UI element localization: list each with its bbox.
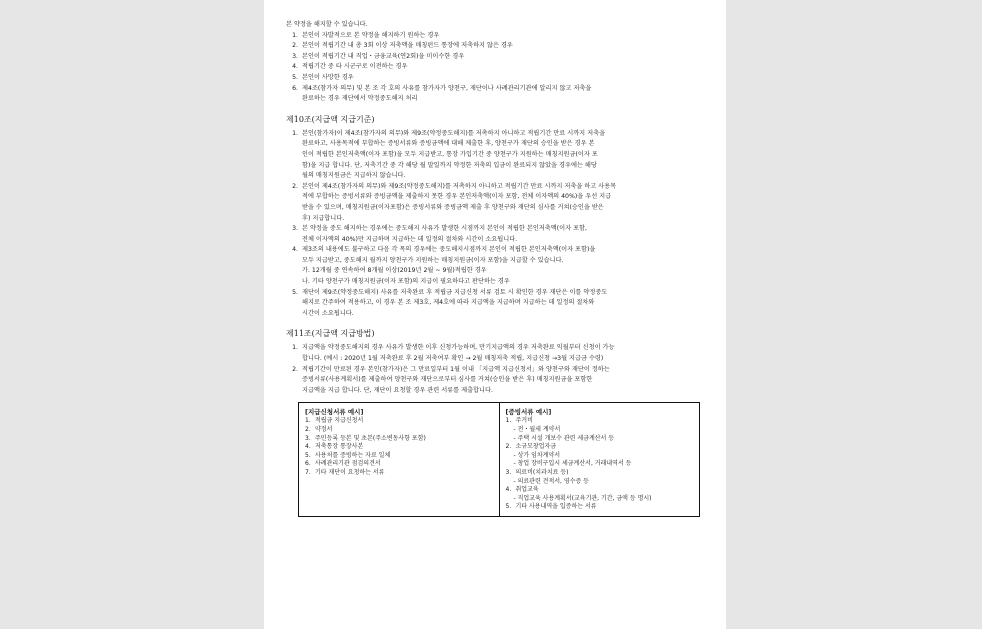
list-item <box>286 73 700 84</box>
list-item <box>286 298 700 309</box>
box-row-number: 2. <box>305 426 311 433</box>
list-item-text: 인이 적립한 본인저축액(이자 포함)을 모두 지급받고, 통장 가입기간 중 양천구가 지원하는 매칭지원금(이자 포 <box>302 150 598 158</box>
box-row-text: 주민등록 등본 및 초본(주소변동사항 포함) <box>315 434 426 442</box>
box-row <box>506 417 694 426</box>
list-item-number: 5. <box>292 288 298 296</box>
article-10-title: 제10조(지급액 지급기준) <box>286 114 375 124</box>
box-row-text: 취업교육 <box>515 486 539 494</box>
list-item-number <box>286 256 302 267</box>
list-item-text: 시간이 소요됩니다. <box>302 309 354 317</box>
list-item-text: 모두 지급받고, 중도해지 월까지 양천구가 지원하는 매칭지원금(이자 포함)을 지급할 수 있습니다. <box>302 256 564 264</box>
box-row <box>506 469 694 478</box>
list-item-number <box>286 214 302 225</box>
list-item <box>286 129 700 140</box>
box-row-number: 7. <box>305 468 311 476</box>
box-row-text: 약정서 <box>315 426 333 433</box>
list-item-number <box>286 139 302 150</box>
list-item-number: 1. <box>292 129 298 137</box>
box-row <box>305 469 493 478</box>
list-item-text: 합니다. (예시 : 2020년 1월 저축완료 후 2월 저축여부 확인 → 2월 매칭저축 적립, 지급신청 →3월 지급금 수령) <box>302 355 604 363</box>
list-item <box>286 171 700 182</box>
list-item-number: 2. <box>292 365 298 373</box>
list-item-number <box>286 150 302 161</box>
list-item-text: 완료하고, 사용목적에 부합하는 증빙서류와 증빙금액에 대해 제출한 후, 양천구가 재단의 승인을 받은 경우 본 <box>302 140 595 148</box>
list-item <box>286 139 700 150</box>
box-row-number: 4. <box>305 443 311 451</box>
list-item-number <box>286 386 302 397</box>
list-item <box>286 214 700 225</box>
document-page <box>264 0 726 629</box>
list-item <box>286 52 700 63</box>
list-item <box>286 288 700 299</box>
list-item <box>286 203 700 214</box>
article-10-list-tail <box>286 288 700 320</box>
list-item <box>286 192 700 203</box>
list-item <box>286 31 700 42</box>
box-row-text: 저축통장 통장사본 <box>315 443 364 451</box>
list-item-number <box>286 235 302 246</box>
list-item-text: 월의 매칭지원금은 지급하지 않습니다. <box>302 172 406 180</box>
box-row <box>506 426 694 435</box>
list-item-text: 증빙서류(사용계획서)를 제출하여 양천구와 재단으로부터 심사를 거쳐(승인을 받은 후) 매칭지원금을 포함한 <box>302 376 593 384</box>
list-item-text: 받을 수 있으며, 매칭지원금(이자포함)은 증빙서류와 증빙금액 제출 후 양천구와 재단의 심사를 거쳐(승인을 받은 <box>302 203 604 211</box>
list-item-text: 완료하는 경우 재단에서 약정중도해지 처리 <box>302 95 418 103</box>
list-item <box>286 161 700 172</box>
list-item-text: 적립기간이 만료된 경우 본인(참가자)은 그 만료일부터 1월 이내 「지급액 지급신청서」와 양천구와 재단이 정하는 <box>302 365 610 373</box>
list-item-text: 본인이 적립기간 내 총 3회 이상 저축액을 매칭펀드 통장에 저축하지 않은 경우 <box>302 42 513 50</box>
box-row-text: 주거비 <box>515 417 533 425</box>
box-row <box>506 460 694 469</box>
list-item-text: 해지로 간주하여 적용하고, 이 경우 본 조 제3호, 제4호에 따라 지급액을 지급하며 지급하는 데 일정의 절차와 <box>302 299 595 307</box>
list-item-text: 본인이 사망한 경우 <box>302 73 354 81</box>
box-row <box>506 503 694 512</box>
list-item-text: 지급액을 약정중도해지의 경우 사유가 발생한 이후 신청가능하며, 만기지급액의 경우 저축완료 익월부터 신청이 가능 <box>302 344 615 352</box>
box-row <box>305 443 493 452</box>
list-item <box>286 41 700 52</box>
list-item <box>286 375 700 386</box>
list-item-number: 5. <box>292 73 298 81</box>
sub-item: 가. 12개월 중 연속하여 8개월 이상(2019년 2월 ~ 9월)적립한 경우 <box>302 267 487 275</box>
box-row-number: 1. <box>305 417 311 425</box>
list-item-text: 후) 지급합니다. <box>302 214 345 222</box>
list-item-text: 제4조(참가자 의무) 및 본 조 각 호의 사유를 참가자가 양천구, 재단이나 사례관리기관에 알리지 않고 저축을 <box>302 84 592 92</box>
box-row <box>506 435 694 444</box>
list-item-text: 지급액을 지급 합니다. 단, 재단이 요청할 경우 관련 서류를 제출합니다. <box>302 386 493 394</box>
box-row-number: 6. <box>305 460 311 468</box>
box-row-text: 적립금 지급신청서 <box>315 417 364 425</box>
box-row-number: 2. <box>505 443 512 451</box>
list-item <box>286 150 700 161</box>
list-item <box>286 84 700 95</box>
list-item-number <box>286 309 302 320</box>
article-11-list <box>286 343 700 396</box>
box-row <box>305 460 493 469</box>
article-11-title: 제11조(지급액 지급방법) <box>286 329 375 339</box>
box-row-number: 5. <box>305 451 311 459</box>
box-row-text: 기타 사용내역을 입증하는 서류 <box>515 503 597 511</box>
list-item-number <box>286 354 302 365</box>
list-item <box>286 235 700 246</box>
intro-text: 본 약정을 해지할 수 있습니다. <box>286 21 368 28</box>
box-row <box>506 486 694 495</box>
list-item-number: 1. <box>292 344 298 352</box>
list-item-text: 본인이 제4조(참가자의 의무)와 제9조(약정중도해지)를 저촉하지 아니하고 적립기간 만료 시까지 저축을 하고 사용목 <box>302 182 617 190</box>
list-item-text: 함)을 지급 합니다. 단, 저축기간 중 각 해당 월 말일까지 약정한 저축의 입금이 완료되지 않았을 경우에는 해당 <box>302 161 597 169</box>
box-row-text: 사용처를 증빙하는 자료 일체 <box>315 451 391 459</box>
list-item-number <box>286 192 302 203</box>
article-10-subitems <box>286 266 700 287</box>
list-item <box>286 343 700 354</box>
box-row-text: - 주택 시설 개보수 관련 세금계산서 등 <box>513 434 615 442</box>
box-left-heading: [지급신청서류 예시] <box>305 408 364 417</box>
box-row-text: 의료비(치과치료 등) <box>515 468 569 476</box>
list-item-number: 6. <box>292 84 298 92</box>
list-item-number <box>286 171 302 182</box>
box-row-text: 기타 재단이 요청하는 서류 <box>315 468 385 476</box>
list-item-text: 본인이 적립기간 내 직업・금융교육(연2회)을 미이수한 경우 <box>302 52 465 60</box>
box-row-number: 4. <box>505 486 512 494</box>
box-row-text: - 직업교육 사용계획서(교육기관, 기간, 금액 등 명시) <box>513 494 652 502</box>
list-item <box>286 309 700 320</box>
list-item <box>286 224 700 235</box>
list-item <box>286 94 700 105</box>
box-row <box>506 478 694 487</box>
box-row <box>305 417 493 426</box>
list-item-number <box>286 94 302 105</box>
box-row <box>506 443 694 452</box>
list-item-number: 4. <box>292 63 298 71</box>
documents-box <box>298 402 700 517</box>
box-row-number: 3. <box>505 468 512 476</box>
list-item <box>286 62 700 73</box>
box-right-column <box>499 403 700 516</box>
list-item-number <box>286 203 302 214</box>
list-item-text: 본인이 자발적으로 본 약정을 해지하기 원하는 경우 <box>302 31 440 39</box>
box-row <box>305 426 493 435</box>
list-item-text: 본인(참가자)이 제4조(참가자의 의무)와 제9조(약정중도해지)를 저촉하지 아니하고 적립기간 만료 시까지 저축을 <box>302 129 606 137</box>
list-item-text: 제3조의 내용에도 불구하고 다음 각 목의 경우에는 중도해지시점까지 본인이 적립한 본인저축액(이자 포함)을 <box>302 246 596 254</box>
list-item-number <box>286 375 302 386</box>
article-10-list <box>286 129 700 267</box>
list-item-text: 재단이 제9조(약정중도해지) 사유를 저축완료 후 적립금 지급신청 서류 검토 시 확인한 경우 재단은 이를 약정중도 <box>302 288 608 296</box>
box-right-heading: [증빙서류 예시] <box>505 408 552 417</box>
box-row-number: 5. <box>505 503 512 511</box>
list-item-text: 전체 이자액의 40%)만 지급하며 지급하는 데 일정의 절차와 시간이 소요됩니다. <box>302 235 518 243</box>
sub-item: 나. 기타 양천구가 매칭지원금(이자 포함)의 지급이 필요하다고 판단하는 경우 <box>302 278 510 286</box>
list-item-number: 3. <box>292 52 298 60</box>
list-item <box>286 386 700 397</box>
list-item-number <box>286 298 302 309</box>
list-item-number: 3. <box>292 225 298 233</box>
list-item-number: 2. <box>292 182 298 190</box>
list-item <box>286 256 700 267</box>
box-row <box>305 435 493 444</box>
box-row-text: - 창업 장비구입시 세금계산서, 거래내역서 등 <box>513 460 632 468</box>
list-item <box>286 182 700 193</box>
box-row-text: 사례관리기관 점검의견서 <box>315 460 381 468</box>
box-row-text: - 의료관련 견적서, 영수증 등 <box>513 477 589 485</box>
box-row-number: 3. <box>305 434 311 442</box>
list-item-number: 1. <box>292 31 298 39</box>
box-row-text: - 상가 임차계약서 <box>513 451 561 459</box>
list-item-text: 본 약정을 중도 해지하는 경우에는 중도해지 사유가 발생한 시점까지 본인이 적립한 본인저축액(이자 포함, <box>302 225 587 233</box>
list-item-number: 2. <box>292 42 298 50</box>
list-item-text: 적립기간 중 타 시군구로 이전하는 경우 <box>302 63 408 71</box>
box-row-text: - 전・월세 계약서 <box>513 426 561 433</box>
list-item <box>286 245 700 256</box>
termination-list <box>286 31 700 105</box>
list-item-text: 적에 부합하는 증빙서류와 증빙금액을 제출하지 못한 경우 본인저축액(이자 포함, 전체 이자액의 40%)을 우선 지급 <box>302 193 612 201</box>
box-row-number: 1. <box>505 417 512 425</box>
box-left-column <box>299 403 499 516</box>
list-item <box>286 365 700 376</box>
box-row-text: 소규모창업자금 <box>515 443 557 451</box>
list-item <box>286 354 700 365</box>
list-item-number <box>286 161 302 172</box>
list-item-number: 4. <box>292 246 298 254</box>
